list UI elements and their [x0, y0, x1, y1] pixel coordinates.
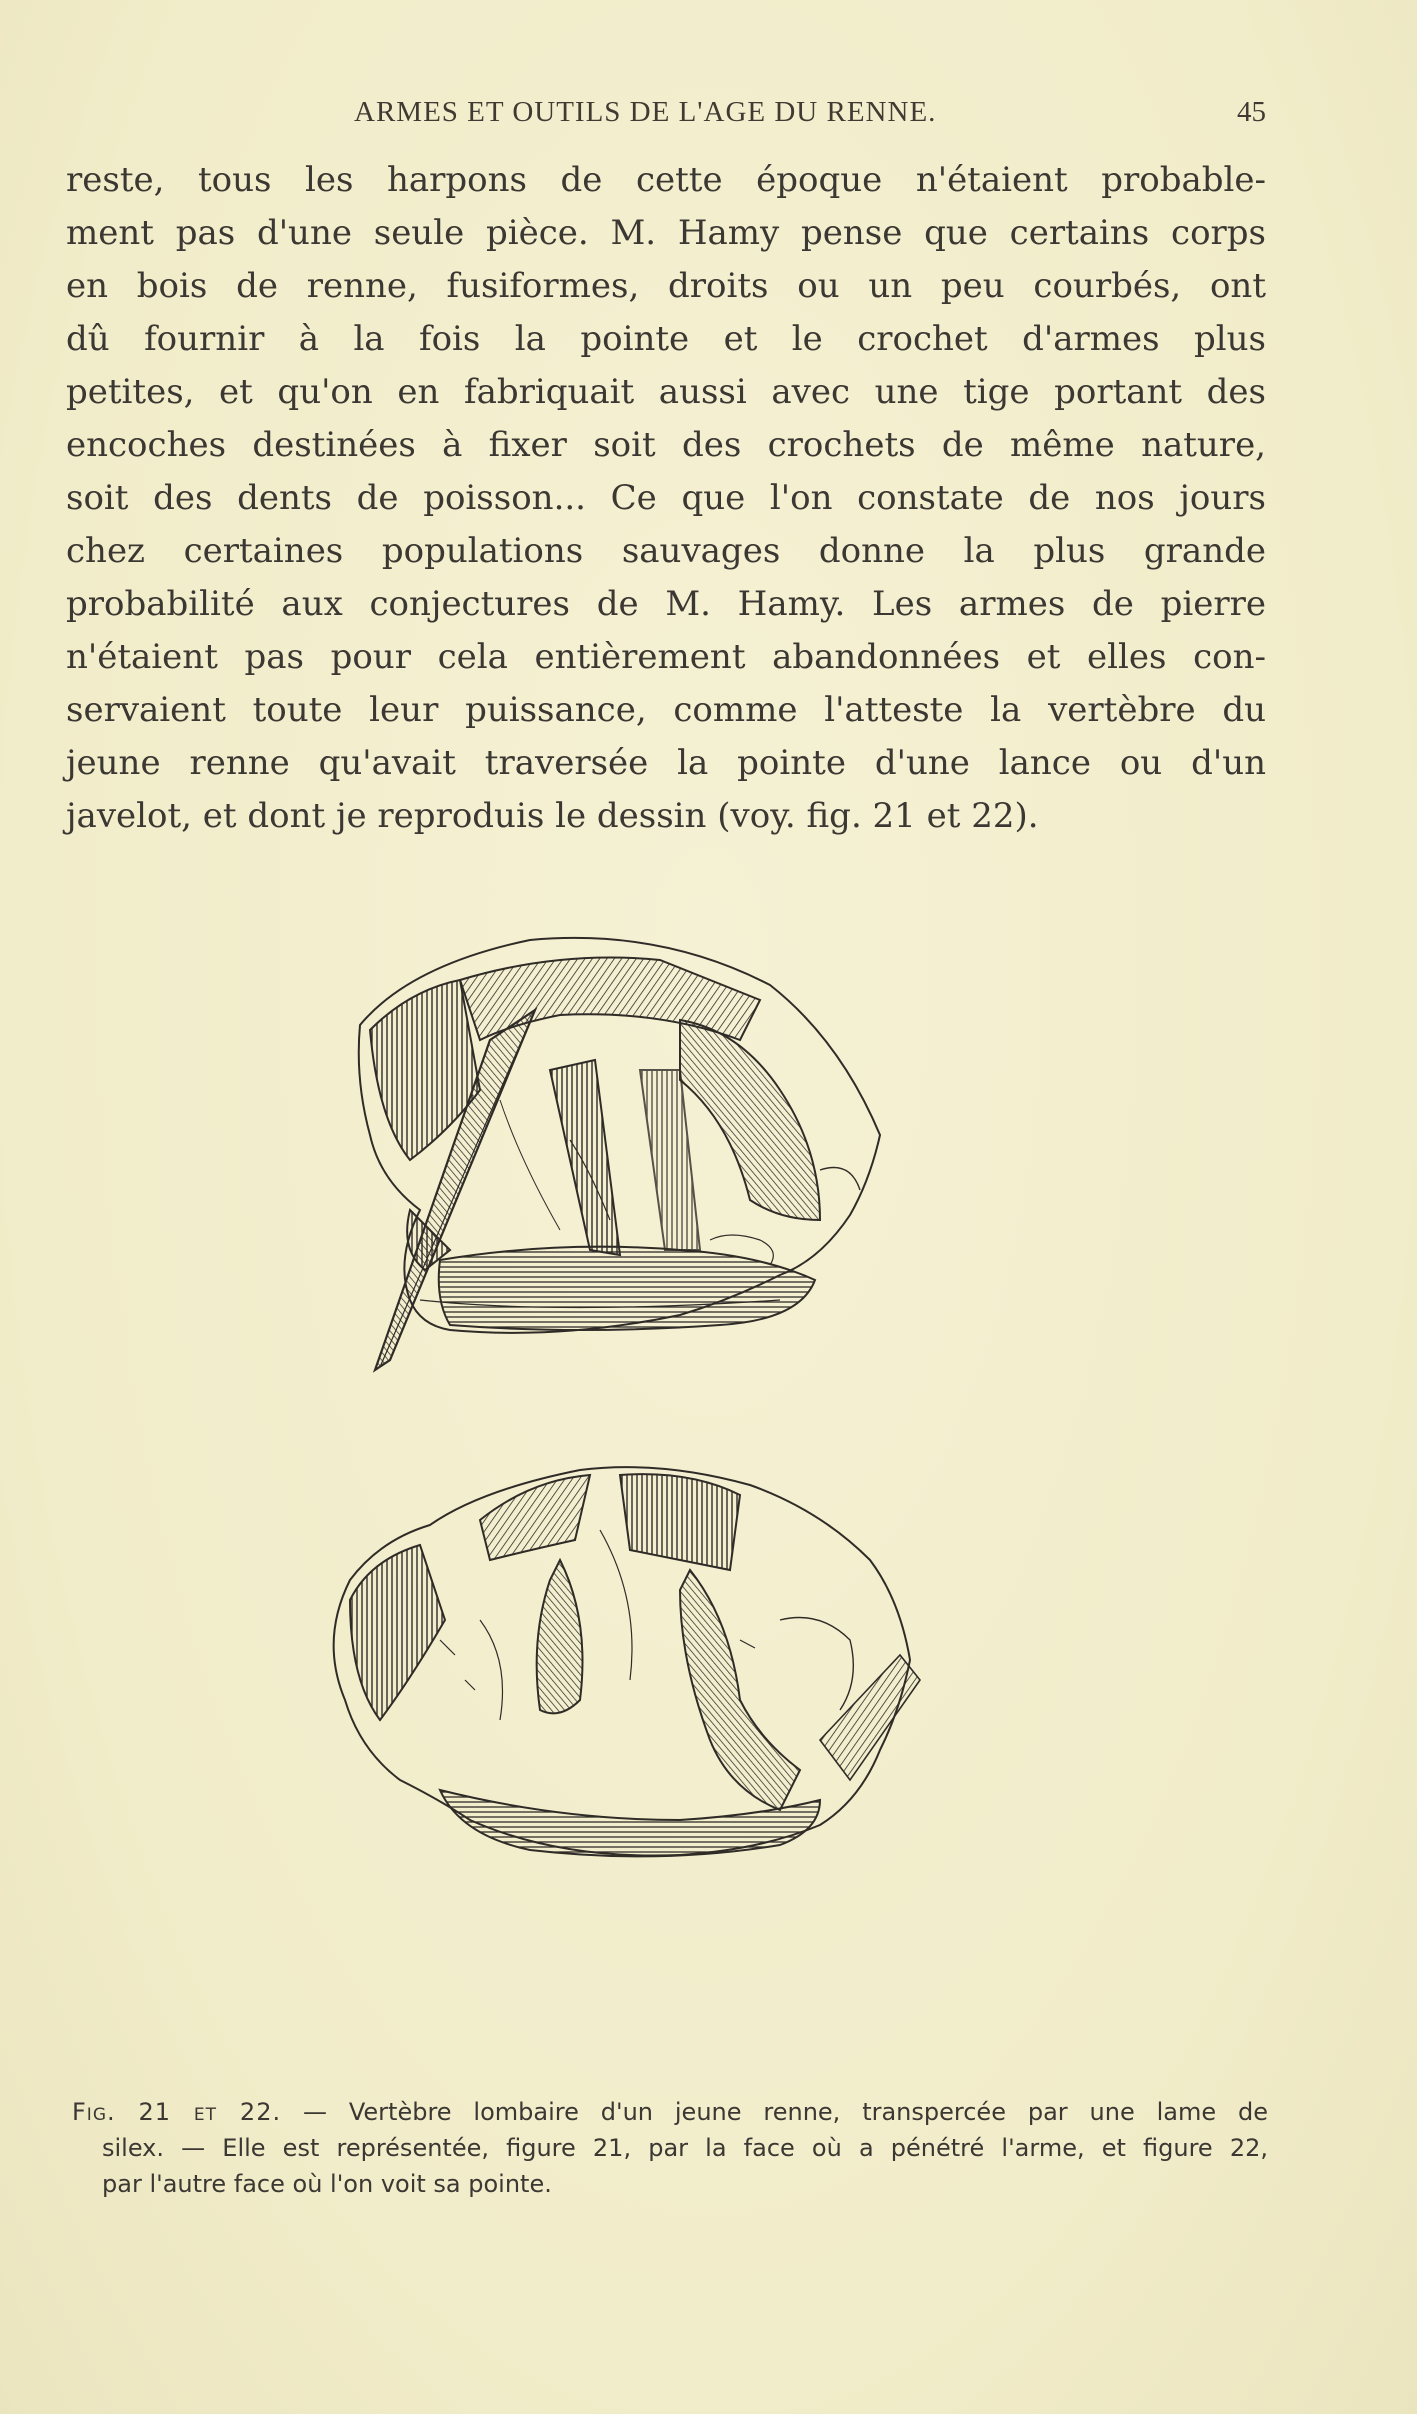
running-head	[66, 96, 1266, 136]
text-line: soit des dents de poisson... Ce que l'on constate de nos jours	[66, 478, 1266, 518]
running-title: ARMES ET OUTILS DE L'AGE DU RENNE.	[354, 96, 937, 128]
text-line: javelot, et dont je reproduis le dessin (voy. fig. 21 et 22).	[66, 796, 1039, 836]
page-number: 45	[1237, 96, 1266, 128]
text-line: n'étaient pas pour cela entièrement abandonnées et elles con-	[66, 637, 1266, 677]
caption-text: — Vertèbre lombaire d'un jeune renne, transpercée par une lame de	[281, 2098, 1268, 2126]
figure-caption	[72, 2094, 1268, 2202]
caption-line-1	[72, 2094, 1268, 2130]
text-line: jeune renne qu'avait traversée la pointe d'une lance ou d'un	[66, 743, 1266, 783]
text-line: encoches destinées à fixer soit des crochets de même nature,	[66, 425, 1266, 465]
caption-line-2: silex. — Elle est représentée, figure 21, par la face où a pénétré l'arme, et figure 22,	[102, 2134, 1268, 2162]
text-line: probabilité aux conjectures de M. Hamy. Les armes de pierre	[66, 584, 1266, 624]
text-line: petites, et qu'on en fabriquait aussi avec une tige portant des	[66, 372, 1266, 412]
figure-label: Fig. 21 et 22.	[72, 2098, 282, 2126]
body-paragraph	[66, 154, 1266, 843]
text-line: reste, tous les harpons de cette époque n'étaient probable-	[66, 160, 1266, 200]
text-line: chez certaines populations sauvages donne la plus grande	[66, 531, 1266, 571]
text-line: dû fournir à la fois la pointe et le crochet d'armes plus	[66, 319, 1266, 359]
fig-22-vertebra-back	[334, 1467, 920, 1856]
text-line: servaient toute leur puissance, comme l'atteste la vertèbre du	[66, 690, 1266, 730]
text-line: ment pas d'une seule pièce. M. Hamy pense que certains corps	[66, 213, 1266, 253]
caption-line-3: par l'autre face où l'on voit sa pointe.	[102, 2170, 552, 2198]
figure-vertebra-engravings	[260, 920, 1090, 2080]
engraving-svg	[260, 920, 1090, 2080]
text-line: en bois de renne, fusiformes, droits ou un peu courbés, ont	[66, 266, 1266, 306]
fig-21-vertebra-front	[359, 938, 880, 1370]
